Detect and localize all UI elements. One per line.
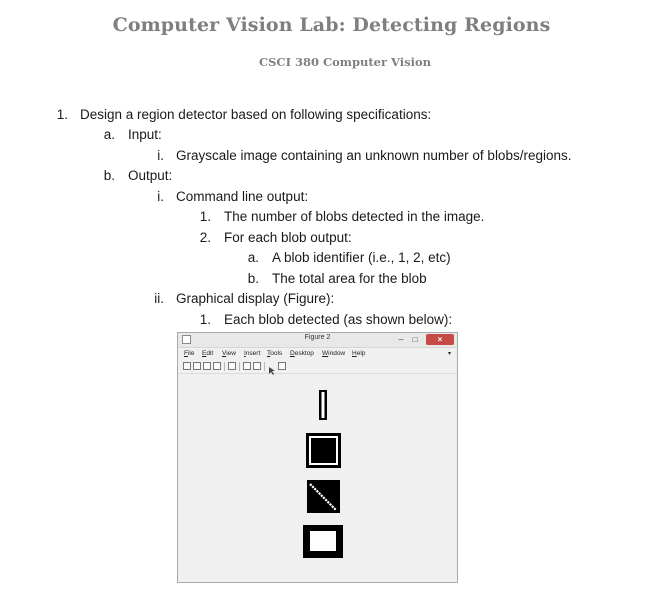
list-marker: i. [157, 189, 164, 204]
figure-canvas [178, 374, 457, 582]
menu-desktop[interactable]: Desktop [290, 350, 314, 357]
menu-overflow-icon[interactable]: ▾ [447, 351, 451, 357]
list-text: The total area for the blob [272, 271, 427, 286]
list-marker: 1. [199, 209, 211, 224]
print-icon[interactable] [213, 362, 221, 370]
menu-edit[interactable]: Edit [202, 350, 214, 357]
list-text: A blob identifier (i.e., 1, 2, etc) [272, 250, 451, 265]
list-text: Input: [128, 127, 162, 142]
figure-menubar [178, 348, 457, 360]
menu-insert[interactable]: Insert [244, 350, 261, 357]
list-marker: a. [247, 250, 259, 265]
menu-view[interactable]: View [222, 350, 236, 357]
maximize-icon[interactable]: □ [412, 335, 418, 344]
menu-window[interactable]: Window [322, 350, 346, 357]
list-marker: a. [103, 127, 115, 142]
list-marker: 1. [199, 312, 211, 327]
legend-icon[interactable] [253, 362, 261, 370]
list-marker: b. [247, 271, 259, 286]
menu-file[interactable]: File [184, 350, 195, 357]
blob-thin-vertical-rectangle [319, 390, 327, 420]
blob-diagonal-line [307, 480, 340, 513]
document-subtitle: CSCI 380 Computer Vision [258, 55, 432, 69]
figure-title: Figure 2 [304, 334, 331, 341]
list-text: Output: [128, 168, 173, 183]
document-title: Computer Vision Lab: Detecting Regions [112, 14, 551, 36]
menu-tools[interactable]: Tools [267, 350, 283, 357]
pointer-icon[interactable] [268, 362, 276, 370]
minimize-icon[interactable]: – [398, 335, 404, 344]
list-marker: ii. [154, 291, 164, 306]
save-icon[interactable] [203, 362, 211, 370]
menu-help[interactable]: Help [352, 350, 366, 357]
toolbar-separator [239, 362, 240, 371]
figure-window [177, 332, 458, 583]
blob-hollow-rectangle [303, 525, 343, 558]
blob-filled-square [306, 433, 341, 468]
list-text: For each blob output: [224, 230, 352, 245]
list-text: Graphical display (Figure): [176, 291, 335, 306]
colorbar-icon[interactable] [243, 362, 251, 370]
list-text: Each blob detected (as shown below): [224, 312, 453, 327]
open-icon[interactable] [193, 362, 201, 370]
list-marker: 1. [56, 107, 68, 122]
plot-tools-icon[interactable] [278, 362, 286, 370]
list-text: Command line output: [176, 189, 309, 204]
list-text: Grayscale image containing an unknown number of blobs/regions. [176, 148, 572, 163]
print-preview-icon[interactable] [228, 362, 236, 370]
close-icon[interactable]: × [426, 334, 454, 345]
new-figure-icon[interactable] [183, 362, 191, 370]
figure-toolbar [178, 361, 457, 374]
list-text: The number of blobs detected in the image. [224, 209, 485, 224]
list-marker: 2. [199, 230, 211, 245]
toolbar-separator [224, 362, 225, 371]
list-marker: b. [103, 168, 115, 183]
list-text: Design a region detector based on following specifications: [80, 107, 432, 122]
list-marker: i. [157, 148, 164, 163]
toolbar-separator [264, 362, 265, 371]
figure-titlebar [178, 333, 457, 348]
